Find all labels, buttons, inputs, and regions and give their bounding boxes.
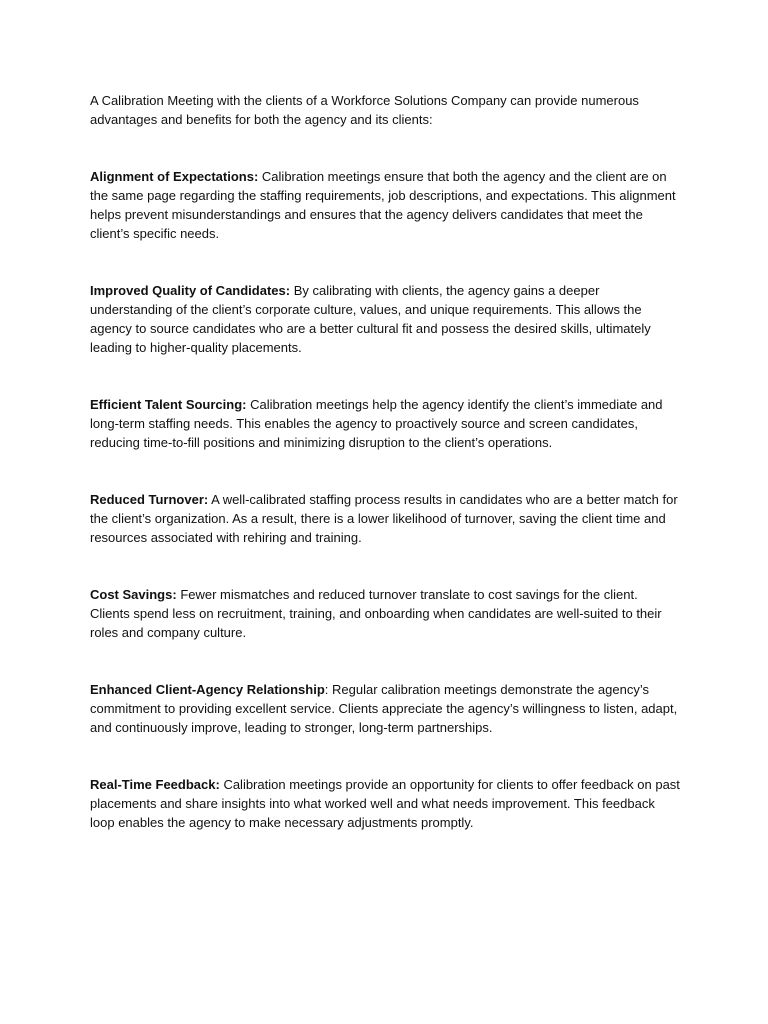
section-title: Enhanced Client-Agency Relationship xyxy=(90,682,325,697)
section-reduced-turnover xyxy=(90,490,680,547)
section-separator: : xyxy=(324,682,332,697)
section-body: Regular calibration meetings demonstrate the agency’s commitment to providing excellent service. Clients appreciate the agency’s willingness to listen, adapt, and continuously improve, leading to stronger, long-term partnerships. xyxy=(90,682,678,735)
section-body: Calibration meetings help the agency identify the client’s immediate and long-term staffing needs. This enables the agency to proactively source and screen candidates, reducing time-to-fill positions and minimizing disruption to the client’s operations. xyxy=(90,397,663,450)
document-content xyxy=(90,91,680,832)
section-title: Real-Time Feedback: xyxy=(90,777,220,792)
section-body: Fewer mismatches and reduced turnover translate to cost savings for the client. Clients spend less on recruitment, training, and onboarding when candidates are well-suited to their roles and company culture. xyxy=(90,587,662,640)
section-alignment-of-expectations xyxy=(90,167,680,243)
section-enhanced-client-agency-relationship xyxy=(90,680,680,737)
section-body: A well-calibrated staffing process results in candidates who are a better match for the client’s organization. As a result, there is a lower likelihood of turnover, saving the client time and resources associated with rehiring and training. xyxy=(90,492,678,545)
section-title: Efficient Talent Sourcing: xyxy=(90,397,247,412)
section-title: Cost Savings: xyxy=(90,587,177,602)
section-real-time-feedback xyxy=(90,775,680,832)
section-title: Reduced Turnover: xyxy=(90,492,209,507)
section-body: Calibration meetings ensure that both the agency and the client are on the same page regarding the staffing requirements, job descriptions, and expectations. This alignment helps prevent misunderstandings and ensures that the agency delivers candidates that meet the client’s specific needs. xyxy=(90,169,676,241)
section-title: Alignment of Expectations: xyxy=(90,169,259,184)
section-cost-savings xyxy=(90,585,680,642)
intro-paragraph: A Calibration Meeting with the clients of a Workforce Solutions Company can provide numerous advantages and benefits for both the agency and its clients: xyxy=(90,93,639,127)
section-body: By calibrating with clients, the agency gains a deeper understanding of the client’s corporate culture, values, and unique requirements. This allows the agency to source candidates who are a better cultural fit and possess the desired skills, ultimately leading to higher-quality placements. xyxy=(90,283,651,355)
section-improved-quality-of-candidates xyxy=(90,281,680,357)
section-title: Improved Quality of Candidates: xyxy=(90,283,291,298)
section-efficient-talent-sourcing xyxy=(90,395,680,452)
section-body: Calibration meetings provide an opportunity for clients to offer feedback on past placements and share insights into what worked well and what needs improvement. This feedback loop enables the agency to make necessary adjustments promptly. xyxy=(90,777,680,830)
